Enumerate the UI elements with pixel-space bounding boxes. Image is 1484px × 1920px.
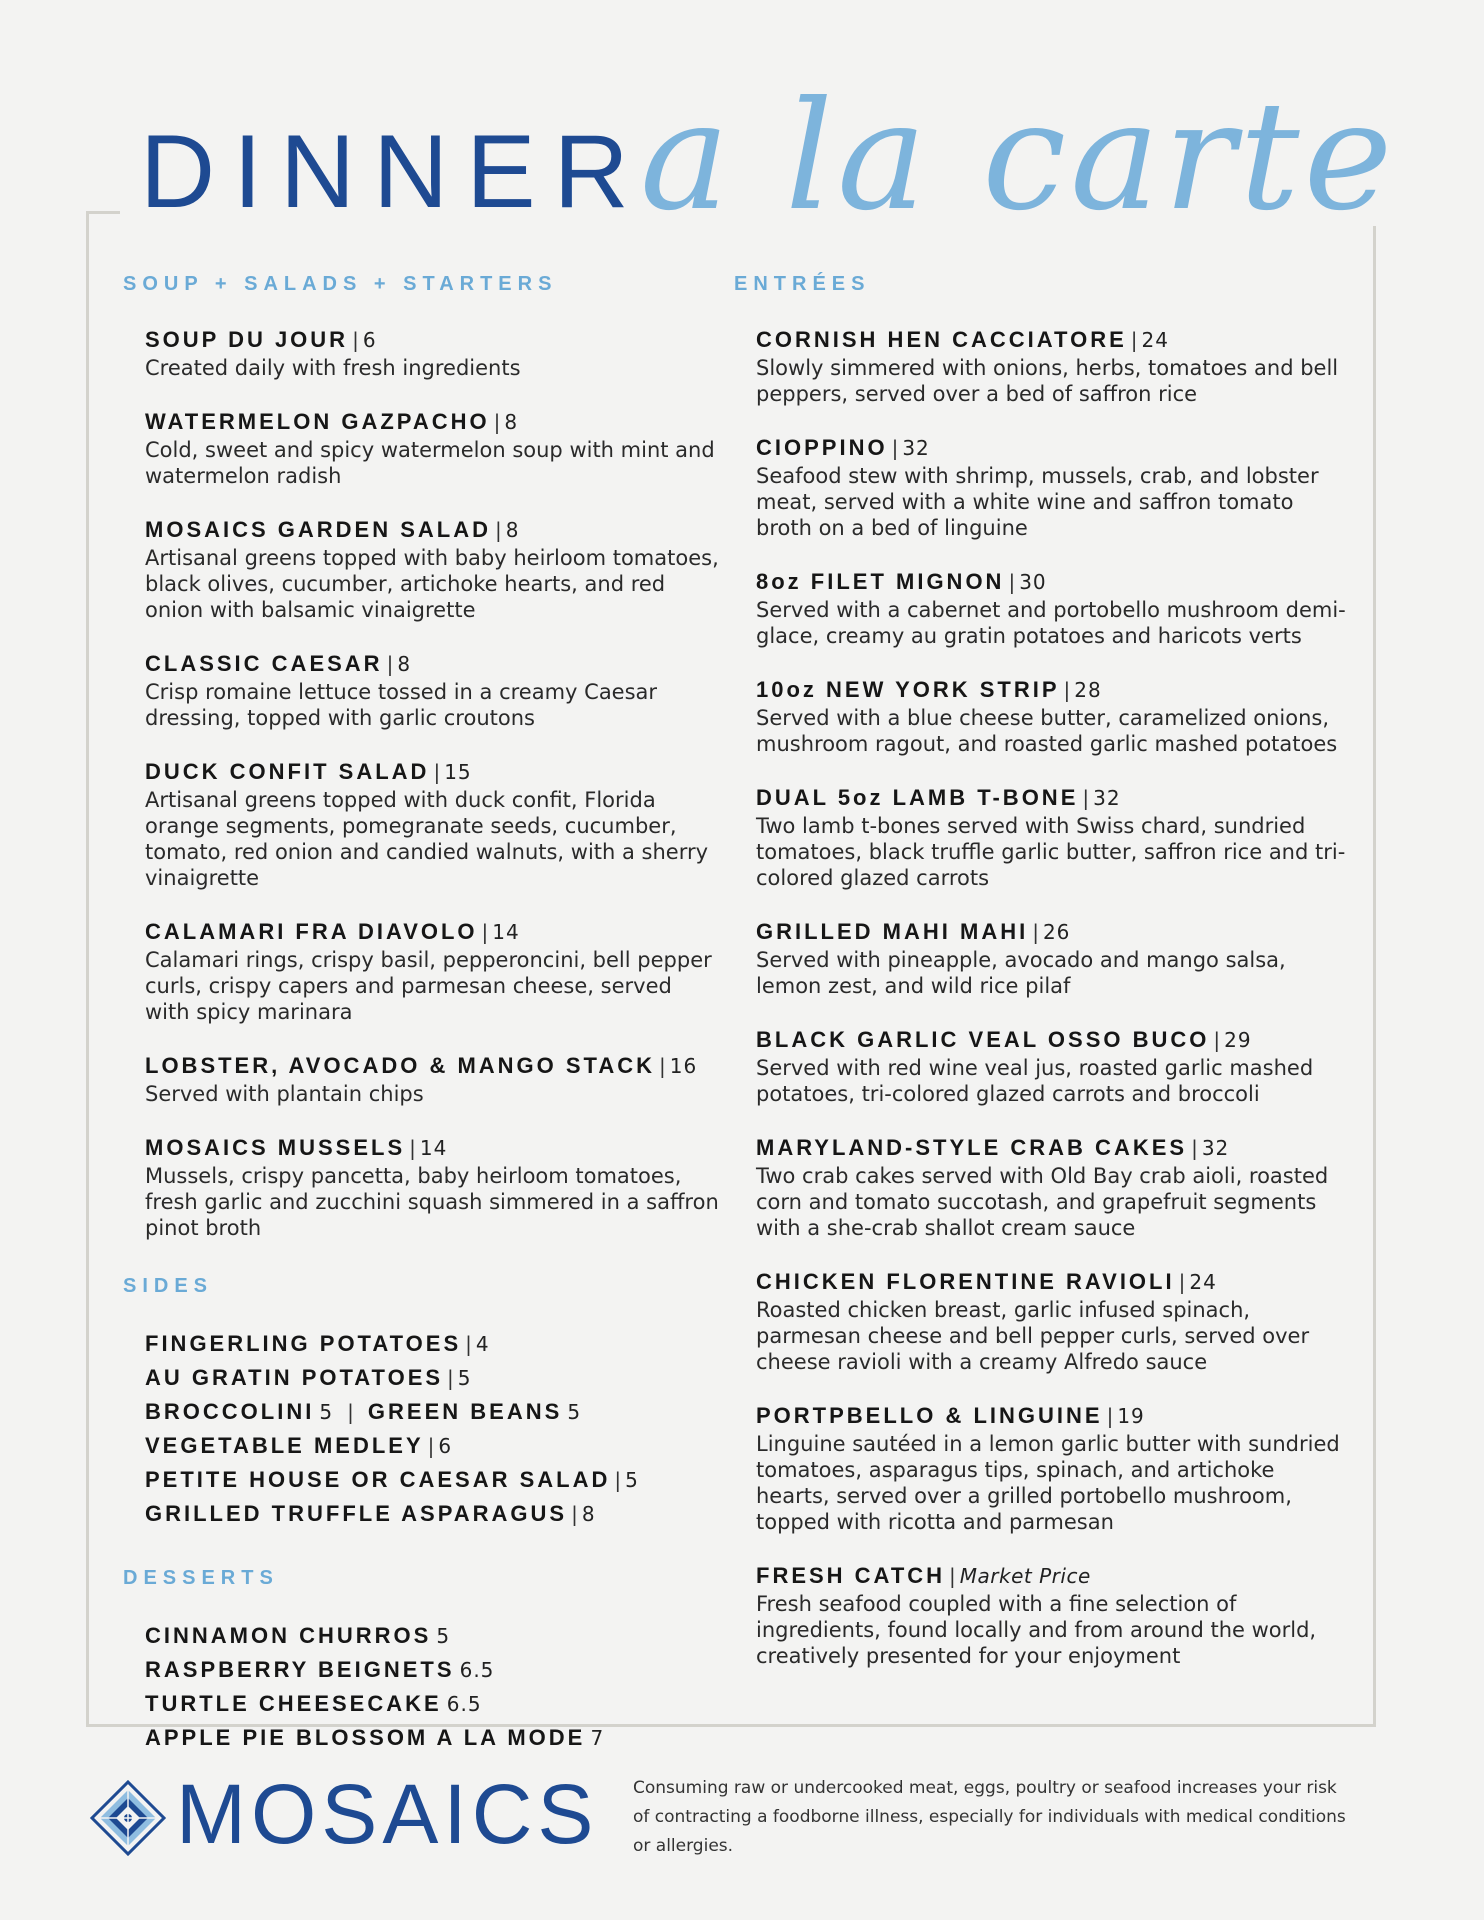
food-safety-disclaimer: Consuming raw or undercooked meat, eggs, poultry or seafood increases your risk of contracting a foodborne illness, especially for individuals with medical conditions or allergies. — [633, 1778, 1346, 1856]
item-name: CORNISH HEN CACCIATORE — [756, 327, 1127, 352]
item-description: Served with red wine veal jus, roasted garlic mashed potatoes, tri-colored glazed carrots and broccoli — [756, 1056, 1314, 1106]
item-description: Fresh seafood coupled with a fine selection of ingredients, found locally and from around the world, creatively presented for your enjoyment — [756, 1592, 1317, 1668]
item-price: 5 — [457, 1366, 472, 1390]
menu-item: MARYLAND-STYLE CRAB CAKES | 32 Two crab cakes served with Old Bay crab aioli, roasted corn and tomato succotash, and grapefruit segments with a she-crab shallot cream sauce — [756, 1134, 1354, 1241]
item-description: Cold, sweet and spicy watermelon soup with mint and watermelon radish — [145, 438, 715, 488]
section-title-desserts: DESSERTS — [123, 1567, 279, 1589]
menu-subtitle-script: a la carte — [640, 70, 1397, 244]
item-price: 32 — [1201, 1136, 1230, 1160]
item-price: 30 — [1019, 570, 1047, 594]
side-item: GRILLED TRUFFLE ASPARAGUS | 8 — [145, 1501, 596, 1526]
item-price: 5 — [567, 1400, 582, 1424]
item-price: 14 — [492, 920, 520, 944]
item-price: 5 — [436, 1624, 451, 1648]
item-description: Served with pineapple, avocado and mango salsa, lemon zest, and wild rice pilaf — [756, 948, 1286, 998]
menu-item: CALAMARI FRA DIAVOLO | 14 Calamari rings, crispy basil, pepperoncini, bell pepper curls, crispy capers and parmesan cheese, served with spicy marinara — [145, 918, 723, 1025]
item-description: Created daily with fresh ingredients — [145, 356, 521, 380]
section-title-starters: SOUP + SALADS + STARTERS — [123, 273, 558, 295]
item-price: 29 — [1224, 1028, 1252, 1052]
item-name: PORTPBELLO & LINGUINE — [756, 1403, 1103, 1428]
item-price: 5 — [319, 1400, 334, 1424]
item-name: DUAL 5oz LAMB T-BONE — [756, 785, 1079, 810]
menu-item: 8oz FILET MIGNON | 30 Served with a cabernet and portobello mushroom demi-glace, creamy au gratin potatoes and haricots verts — [756, 568, 1354, 649]
item-description: Calamari rings, crispy basil, pepperoncini, bell pepper curls, crispy capers and parmesan cheese, served with spicy marinara — [145, 948, 712, 1024]
starters-list — [123, 326, 723, 1241]
item-name: CIOPPINO — [756, 435, 888, 460]
menu-item: LOBSTER, AVOCADO & MANGO STACK | 16 Served with plantain chips — [145, 1052, 723, 1107]
menu-item: 10oz NEW YORK STRIP | 28 Served with a blue cheese butter, caramelized onions, mushroom ragout, and roasted garlic mashed potatoes — [756, 676, 1354, 757]
item-description: Artisanal greens topped with duck confit, Florida orange segments, pomegranate seeds, cucumber, tomato, red onion and candied walnuts, with a sherry vinaigrette — [145, 788, 709, 890]
item-description: Mussels, crispy pancetta, baby heirloom tomatoes, fresh garlic and zucchini squash simmered in a saffron pinot broth — [145, 1164, 719, 1240]
entrees-list — [734, 326, 1354, 1669]
item-price: 8 — [581, 1502, 596, 1526]
side-item: VEGETABLE MEDLEY | 6 — [145, 1433, 453, 1458]
item-description: Seafood stew with shrimp, mussels, crab, and lobster meat, served with a white wine and saffron tomato broth on a bed of linguine — [756, 464, 1319, 540]
right-column — [734, 272, 1354, 1696]
menu-item: CLASSIC CAESAR | 8 Crisp romaine lettuce tossed in a creamy Caesar dressing, topped with garlic croutons — [145, 650, 723, 731]
item-price: 19 — [1117, 1404, 1145, 1428]
item-name: LOBSTER, AVOCADO & MANGO STACK — [145, 1053, 656, 1078]
desserts-list — [123, 1620, 723, 1756]
item-price: 32 — [902, 436, 930, 460]
item-price: 14 — [419, 1136, 448, 1160]
item-description: Linguine sautéed in a lemon garlic butter with sundried tomatoes, asparagus tips, spinach, and artichoke hearts, served over a grilled portobello mushroom, topped with ricotta and parmesan — [756, 1432, 1340, 1534]
item-name: MARYLAND-STYLE CRAB CAKES — [756, 1135, 1188, 1160]
item-price: 6 — [438, 1434, 453, 1458]
item-name: CINNAMON CHURROS — [145, 1623, 432, 1648]
item-name: MOSAICS GARDEN SALAD — [145, 517, 492, 542]
item-description: Roasted chicken breast, garlic infused spinach, parmesan cheese and bell pepper curls, served over cheese ravioli with a creamy Alfredo sauce — [756, 1298, 1310, 1374]
item-price: 32 — [1093, 786, 1121, 810]
item-description: Served with a cabernet and portobello mushroom demi-glace, creamy au gratin potatoes and haricots verts — [756, 598, 1346, 648]
item-name: CHICKEN FLORENTINE RAVIOLI — [756, 1269, 1175, 1294]
item-name: FINGERLING POTATOES — [145, 1331, 462, 1356]
item-description: Two lamb t-bones served with Swiss chard, sundried tomatoes, black truffle garlic butter, saffron rice and tri-colored glazed carrots — [756, 814, 1346, 890]
item-price: 6.5 — [446, 1692, 482, 1716]
item-price: 5 — [625, 1468, 639, 1492]
item-name: BROCCOLINI — [145, 1399, 315, 1424]
item-name: VEGETABLE MEDLEY — [145, 1433, 424, 1458]
logo-wordmark: MOSAICS — [176, 1767, 599, 1861]
item-price: 26 — [1042, 920, 1071, 944]
menu-item: MOSAICS MUSSELS | 14 Mussels, crispy pancetta, baby heirloom tomatoes, fresh garlic and zucchini squash simmered in a saffron pinot broth — [145, 1134, 723, 1241]
item-name: CLASSIC CAESAR — [145, 651, 383, 676]
section-title-entrees: ENTRÉES — [734, 273, 871, 295]
side-item: FINGERLING POTATOES | 4 — [145, 1331, 490, 1356]
item-name: FRESH CATCH — [756, 1563, 946, 1588]
item-price: 28 — [1074, 678, 1102, 702]
item-description: Slowly simmered with onions, herbs, tomatoes and bell peppers, served over a bed of saffron rice — [756, 356, 1339, 406]
item-name: APPLE PIE BLOSSOM A LA MODE — [145, 1725, 586, 1750]
menu-item: CIOPPINO | 32 Seafood stew with shrimp, mussels, crab, and lobster meat, served with a white wine and saffron tomato broth on a bed of linguine — [756, 434, 1354, 541]
menu-item: BLACK GARLIC VEAL OSSO BUCO | 29 Served with red wine veal jus, roasted garlic mashed potatoes, tri-colored glazed carrots and broccoli — [756, 1026, 1354, 1107]
dessert-item — [145, 1722, 723, 1756]
item-name: DUCK CONFIT SALAD — [145, 759, 430, 784]
item-description: Crisp romaine lettuce tossed in a creamy Caesar dressing, topped with garlic croutons — [145, 680, 658, 730]
menu-item: DUAL 5oz LAMB T-BONE | 32 Two lamb t-bones served with Swiss chard, sundried tomatoes, black truffle garlic butter, saffron rice and tri-colored glazed carrots — [756, 784, 1354, 891]
item-price: 7 — [590, 1726, 605, 1750]
menu-item: CHICKEN FLORENTINE RAVIOLI | 24 Roasted chicken breast, garlic infused spinach, parmesan cheese and bell pepper curls, served over cheese ravioli with a creamy Alfredo sauce — [756, 1268, 1354, 1375]
item-price: 6 — [362, 328, 377, 352]
menu-item: CORNISH HEN CACCIATORE | 24 Slowly simmered with onions, herbs, tomatoes and bell peppers, served over a bed of saffron rice — [756, 326, 1354, 407]
item-name: WATERMELON GAZPACHO — [145, 409, 490, 434]
menu-item: GRILLED MAHI MAHI | 26 Served with pineapple, avocado and mango salsa, lemon zest, and wild rice pilaf — [756, 918, 1354, 999]
item-name: PETITE HOUSE OR CAESAR SALAD — [145, 1467, 611, 1492]
item-price: 8 — [505, 518, 520, 542]
item-name: CALAMARI FRA DIAVOLO — [145, 919, 478, 944]
menu-title: DINNER — [140, 114, 647, 230]
dessert-item — [145, 1654, 723, 1688]
item-name: TURTLE CHEESECAKE — [145, 1691, 442, 1716]
item-name: RASPBERRY BEIGNETS — [145, 1657, 455, 1682]
item-name: GRILLED MAHI MAHI — [756, 919, 1029, 944]
side-item: BROCCOLINI 5 | GREEN BEANS 5 — [145, 1399, 582, 1424]
item-name: GRILLED TRUFFLE ASPARAGUS — [145, 1501, 568, 1526]
item-name: SOUP DU JOUR — [145, 327, 349, 352]
item-description: Artisanal greens topped with baby heirloom tomatoes, black olives, cucumber, artichoke hearts, and red onion with balsamic vinaigrette — [145, 546, 719, 622]
item-price: 16 — [669, 1054, 698, 1078]
item-name: BLACK GARLIC VEAL OSSO BUCO — [756, 1027, 1210, 1052]
dessert-item — [145, 1620, 723, 1654]
item-price: 8 — [504, 410, 519, 434]
item-name: 8oz FILET MIGNON — [756, 569, 1005, 594]
sides-list — [123, 1328, 723, 1532]
item-name: GREEN BEANS — [367, 1399, 563, 1424]
side-item: AU GRATIN POTATOES | 5 — [145, 1365, 472, 1390]
dessert-item — [145, 1688, 723, 1722]
item-description: Served with a blue cheese butter, caramelized onions, mushroom ragout, and roasted garlic mashed potatoes — [756, 706, 1338, 756]
item-description: Two crab cakes served with Old Bay crab aioli, roasted corn and tomato succotash, and grapefruit segments with a she-crab shallot cream sauce — [756, 1164, 1329, 1240]
item-description: Served with plantain chips — [145, 1082, 424, 1106]
item-price: 24 — [1141, 328, 1169, 352]
item-name: 10oz NEW YORK STRIP — [756, 677, 1060, 702]
mosaic-tile-icon — [90, 1780, 166, 1856]
menu-item: MOSAICS GARDEN SALAD | 8 Artisanal greens topped with baby heirloom tomatoes, black olives, cucumber, artichoke hearts, and red onion with balsamic vinaigrette — [145, 516, 723, 623]
item-price: 4 — [475, 1332, 490, 1356]
section-title-sides: SIDES — [123, 1275, 214, 1297]
item-price: 24 — [1189, 1270, 1217, 1294]
item-price: 6.5 — [459, 1658, 495, 1682]
menu-item: FRESH CATCH | Market Price Fresh seafood coupled with a fine selection of ingredients, found locally and from around the world, creatively presented for your enjoyment — [756, 1562, 1354, 1669]
menu-item: DUCK CONFIT SALAD | 15 Artisanal greens topped with duck confit, Florida orange segments, pomegranate seeds, cucumber, tomato, red onion and candied walnuts, with a sherry vinaigrette — [145, 758, 723, 891]
menu-item: SOUP DU JOUR | 6 Created daily with fresh ingredients — [145, 326, 723, 381]
item-name: AU GRATIN POTATOES — [145, 1365, 444, 1390]
left-column — [123, 272, 723, 1756]
item-name: MOSAICS MUSSELS — [145, 1135, 406, 1160]
side-item: PETITE HOUSE OR CAESAR SALAD | 5 — [145, 1467, 639, 1492]
item-price: Market Price — [959, 1564, 1091, 1588]
menu-item: WATERMELON GAZPACHO | 8 Cold, sweet and spicy watermelon soup with mint and watermelon radish — [145, 408, 723, 489]
item-price: 8 — [397, 652, 412, 676]
item-price: 15 — [444, 760, 472, 784]
menu-item: PORTPBELLO & LINGUINE | 19 Linguine sautéed in a lemon garlic butter with sundried tomatoes, asparagus tips, spinach, and artichoke hearts, served over a grilled portobello mushroom, topped with ricotta and parmesan — [756, 1402, 1354, 1535]
